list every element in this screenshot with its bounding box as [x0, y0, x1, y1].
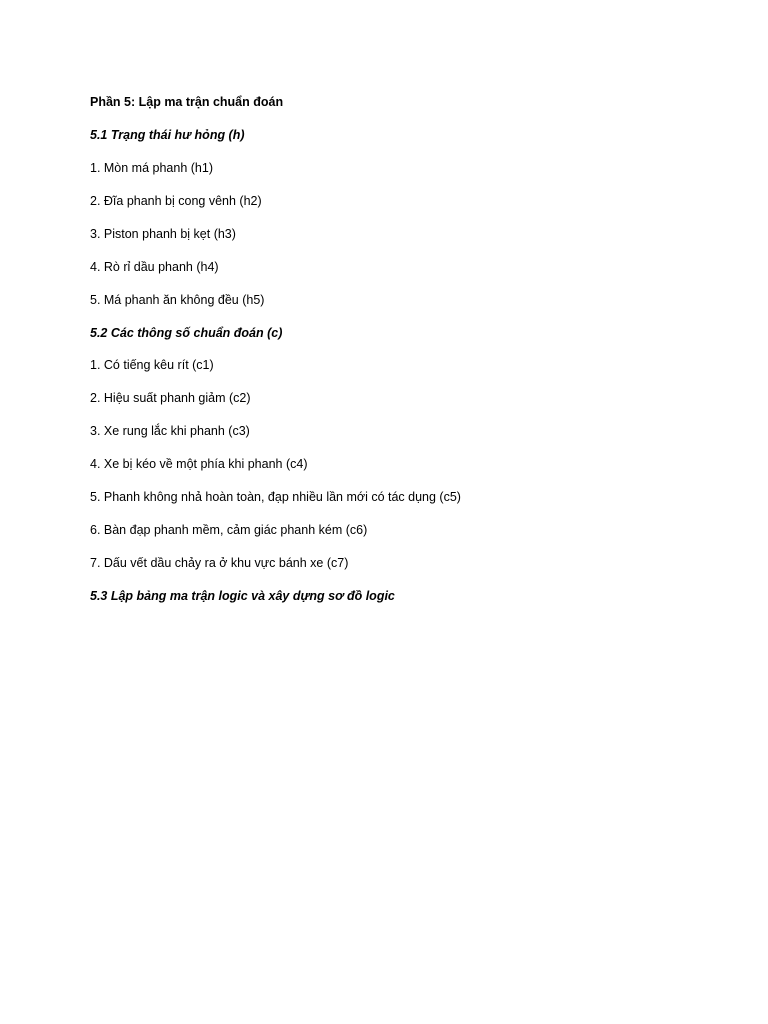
list-item: 2. Hiệu suất phanh giảm (c2) — [90, 391, 251, 405]
list-item: 3. Piston phanh bị kẹt (h3) — [90, 227, 236, 241]
document-title: Phần 5: Lập ma trận chuẩn đoán — [90, 95, 284, 109]
section-heading-5-3: 5.3 Lập bảng ma trận logic và xây dựng sơ đồ logic — [90, 589, 395, 603]
list-item: 1. Có tiếng kêu rít (c1) — [90, 358, 214, 372]
section-heading-5-2: 5.2 Các thông số chuẩn đoán (c) — [90, 326, 283, 340]
list-item: 4. Xe bị kéo về một phía khi phanh (c4) — [90, 457, 308, 471]
list-item: 6. Bàn đạp phanh mềm, cảm giác phanh kém (c6) — [90, 523, 368, 537]
list-item: 4. Rò rỉ dầu phanh (h4) — [90, 260, 219, 274]
list-item: 2. Đĩa phanh bị cong vênh (h2) — [90, 194, 262, 208]
list-item: 1. Mòn má phanh (h1) — [90, 161, 213, 175]
list-item: 3. Xe rung lắc khi phanh (c3) — [90, 424, 250, 438]
section-heading-5-1: 5.1 Trạng thái hư hỏng (h) — [90, 128, 245, 142]
list-item: 5. Má phanh ăn không đều (h5) — [90, 293, 265, 307]
list-item: 7. Dấu vết dầu chảy ra ở khu vực bánh xe (c7) — [90, 556, 349, 570]
list-item: 5. Phanh không nhả hoàn toàn, đạp nhiều lần mới có tác dụng (c5) — [90, 490, 461, 504]
